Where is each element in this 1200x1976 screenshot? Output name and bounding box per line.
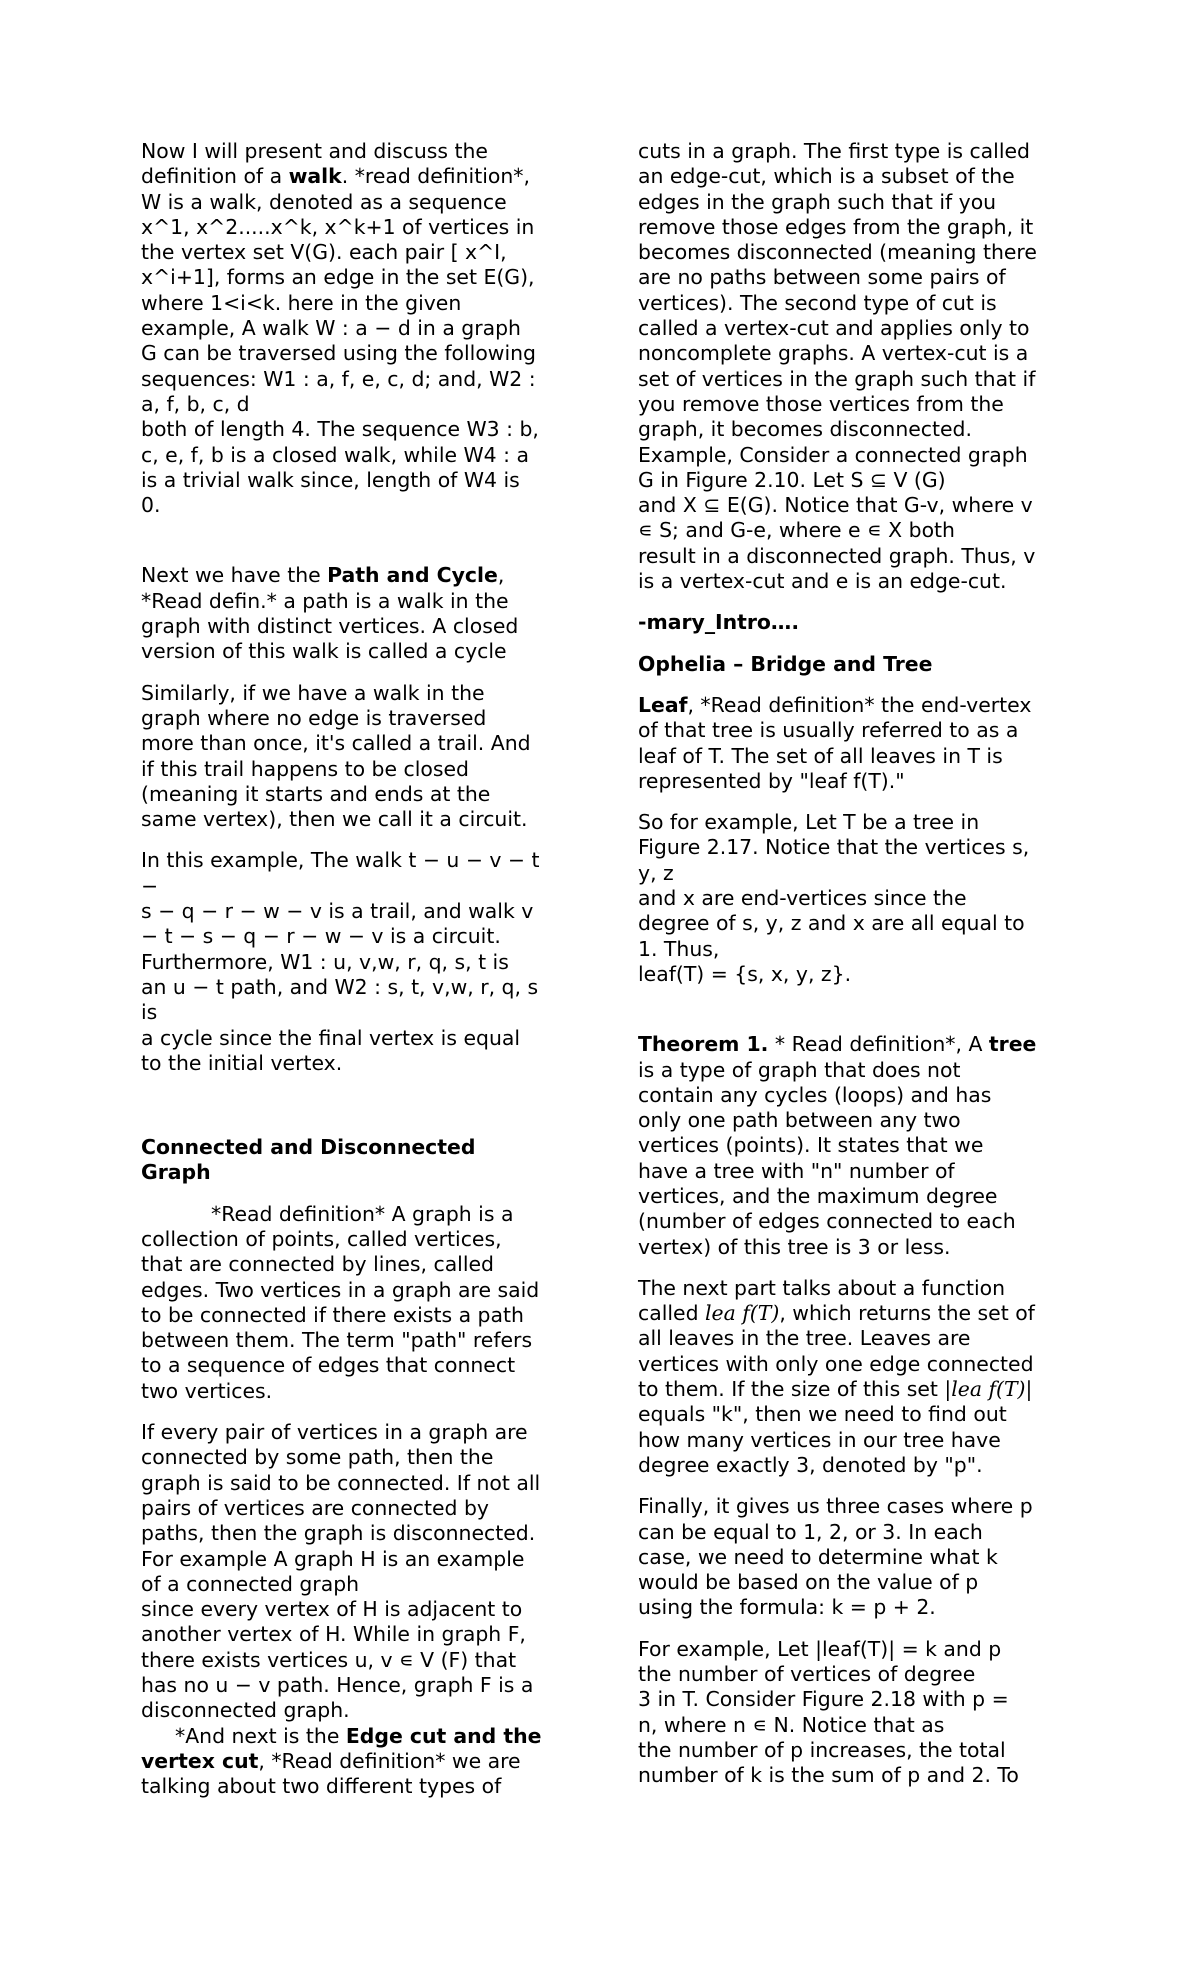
text-line: using the formula: k = p + 2. [638,1595,936,1620]
text-line: and X ⊆ E(G). Notice that G-v, where v [638,493,1033,518]
text-line: s − q − r − w − v is a trail, and walk v [141,899,534,924]
text-line: have a tree with "n" number of [638,1158,955,1183]
text-line: vertices, and the maximum degree [638,1183,998,1208]
text-line: noncomplete graphs. A vertex-cut is a [638,341,1029,366]
text-line: two vertices. [141,1378,273,1403]
text-line: case, we need to determine what k [638,1544,998,1569]
text-line: (meaning it starts and ends at the [141,781,491,806]
text-line [141,164,581,189]
spacer [141,518,581,563]
text-line: leaf of T. The set of all leaves in T is [638,743,1003,768]
walk-paragraph [141,139,581,518]
text-run: , *Read definition* the end-vertex [687,692,1032,717]
text-line: edges in the graph such that if you [638,189,997,214]
text-line: a, f, b, c, d [141,391,250,416]
text-line: to a sequence of edges that connect [141,1353,516,1378]
text-line [141,563,581,588]
function-paragraph [638,1276,1078,1478]
text-line: (number of edges connected to each [638,1209,1016,1234]
text-line: that are connected by lines, called [141,1252,495,1277]
text-line: of that tree is usually referred to as a [638,718,1019,743]
text-line: W is a walk, denoted as a sequence [141,189,507,214]
text-line: equals "k", then we need to find out [638,1402,1007,1427]
text-run: called [638,1301,706,1326]
text-line: vertex) of this tree is 3 or less. [638,1234,951,1259]
left-column [141,139,581,1800]
text-line: where 1<i<k. here in the given [141,290,462,315]
text-line: to be connected if there exists a path [141,1302,524,1327]
text-line: is a type of graph that does not [638,1057,961,1082]
path-cycle-term: Path and Cycle [327,563,498,588]
text-run: . *read definition*, [341,164,530,189]
leaf-example-paragraph [638,810,1078,987]
text-line: graph, it becomes disconnected. [638,417,972,442]
text-line: connected by some path, then the [141,1445,494,1470]
text-line: contain any cycles (loops) and has [638,1082,992,1107]
text-line: 1. Thus, [638,936,720,961]
leaf-paragraph [638,693,1078,794]
leaf-size-math: |lea f(T)| [944,1377,1033,1402]
text-line: only one path between any two [638,1108,961,1133]
text-line: both of length 4. The sequence W3 : b, [141,417,539,442]
text-line: sequences: W1 : a, f, e, c, d; and, W2 : [141,366,536,391]
spacer [638,1478,1078,1494]
text-line: how many vertices in our tree have [638,1427,1001,1452]
text-line [638,1032,1078,1057]
heading-line: Graph [141,1160,211,1185]
text-line: n, where n ∊ N. Notice that as [638,1712,945,1737]
text-line: result in a disconnected graph. Thus, v [638,543,1036,568]
trail-example-paragraph [141,848,581,1076]
text-line: degree of s, y, z and x are all equal to [638,911,1025,936]
text-line: Finally, it gives us three cases where p [638,1494,1033,1519]
text-line: edges. Two vertices in a graph are said [141,1277,540,1302]
text-line: The next part talks about a function [638,1275,1006,1300]
text-line: ∊ S; and G-e, where e ∊ X both [638,518,955,543]
text-line: number of k is the sum of p and 2. To [638,1763,1019,1788]
text-line: y, z [638,860,674,885]
final-example-paragraph [638,1637,1078,1789]
text-line: is a vertex-cut and e is an edge-cut. [638,569,1007,594]
text-line: In this example, The walk t − u − v − t [141,848,540,873]
text-line: degree exactly 3, denoted by "p". [638,1452,983,1477]
text-line [638,693,1078,718]
text-line: graph is said to be connected. If not all [141,1470,541,1495]
text-line: same vertex), then we call it a circuit. [141,807,528,832]
vertex-cut-term: vertex cut [141,1748,259,1773]
text-line: − [141,873,159,898]
text-line: cuts in a graph. The first type is called [638,139,1030,163]
text-line: the vertex set V(G). each pair [ x^I, [141,240,507,265]
text-run: *And next is the [175,1723,346,1748]
text-line [638,1377,1078,1402]
text-line: another vertex of H. While in graph F, [141,1622,526,1647]
right-column [638,139,1078,1789]
text-line: collection of points, called vertices, [141,1226,502,1251]
text-line: called a vertex-cut and applies only to [638,316,1030,341]
text-line: x^1, x^2.....x^k, x^k+1 of vertices in [141,214,535,239]
spacer [141,832,581,848]
text-line: *Read definition* A graph is a [211,1201,514,1226]
text-line: pairs of vertices are connected by [141,1495,489,1520]
text-line: Similarly, if we have a walk in the [141,680,485,705]
text-run: definition of a [141,164,289,189]
spacer [141,1186,581,1202]
trail-paragraph [141,681,581,833]
text-line: vertices with only one edge connected [638,1351,1034,1376]
spacer [141,1076,581,1121]
text-run: , *Read definition* we are [258,1748,521,1773]
mary-intro-heading: -mary_Intro…. [638,610,800,635]
text-line: all leaves in the tree. Leaves are [638,1326,971,1351]
text-run: to them. If the size of this set [638,1377,945,1402]
text-line: an edge-cut, which is a subset of the [638,164,1015,189]
text-line: *Read defin.* a path is a walk in the [141,588,509,613]
text-line: G can be traversed using the following [141,341,536,366]
text-line: of a connected graph [141,1571,360,1596]
connected-heading [141,1135,581,1186]
text-line: becomes disconnected (meaning there [638,240,1037,265]
text-line: the number of p increases, the total [638,1737,1006,1762]
text-line: Furthermore, W1 : u, v,w, r, q, s, t is [141,949,509,974]
connected-paragraph [141,1202,581,1404]
text-run: * Read definition*, A [768,1032,989,1057]
text-line: 3 in T. Consider Figure 2.18 with p = [638,1687,1009,1712]
text-run: , [497,563,505,588]
text-line: set of vertices in the graph such that if [638,366,1036,391]
spacer [638,594,1078,610]
walk-term: walk [288,164,342,189]
edge-cut-term: Edge cut and the [345,1723,542,1748]
spacer [141,1404,581,1420]
text-line: disconnected graph. [141,1698,350,1723]
text-line: Example, Consider a connected graph [638,442,1028,467]
text-line: So for example, Let T be a tree in [638,810,980,835]
text-line: between them. The term "path" refers [141,1328,533,1353]
text-run: , which returns the set of [779,1301,1035,1326]
text-line: talking about two different types of [141,1774,502,1799]
text-line: would be based on the value of p [638,1570,979,1595]
leaf-term: Leaf [638,692,688,717]
text-line: example, A walk W : a − d in a graph [141,316,521,341]
text-line: since every vertex of H is adjacent to [141,1597,523,1622]
spacer [638,677,1078,693]
text-line: vertices (points). It states that we [638,1133,984,1158]
text-line: 0. [141,493,161,518]
spacer [638,794,1078,810]
text-line: is [141,1000,158,1025]
text-line: c, e, f, b is a closed walk, while W4 : a [141,442,529,467]
text-line: If every pair of vertices in a graph are [141,1420,528,1445]
text-line: − t − s − q − r − w − v is a circuit. [141,924,501,949]
text-line: Now I will present and discuss the [141,139,488,163]
text-line: and x are end-vertices since the [638,886,967,911]
text-line: represented by "leaf f(T)." [638,768,905,793]
text-line: a cycle since the final vertex is equal [141,1025,521,1050]
text-line: an u − t path, and W2 : s, t, v,w, r, q, s [141,974,539,999]
text-line: is a trivial walk since, length of W4 is [141,467,520,492]
cuts-paragraph [638,139,1078,594]
leaf-function-math: lea f(T) [705,1301,780,1326]
ophelia-heading: Ophelia – Bridge and Tree [638,651,933,676]
text-line: you remove those vertices from the [638,391,1004,416]
heading-line: Connected and Disconnected [141,1135,476,1160]
text-line [638,1301,1078,1326]
text-line: has no u − v path. Hence, graph F is a [141,1673,534,1698]
text-line: x^i+1], forms an edge in the set E(G), [141,265,535,290]
connectivity-paragraph [141,1420,581,1799]
cases-paragraph [638,1494,1078,1620]
text-line: vertices). The second type of cut is [638,290,997,315]
theorem-paragraph [638,1032,1078,1260]
theorem-label: Theorem 1. [638,1032,769,1057]
text-line: G in Figure 2.10. Let S ⊆ V (G) [638,467,946,492]
text-line [141,1724,581,1749]
spacer [638,636,1078,652]
tree-term: tree [988,1032,1037,1057]
text-line: if this trail happens to be closed [141,756,469,781]
text-line: can be equal to 1, 2, or 3. In each [638,1519,983,1544]
text-line: graph where no edge is traversed [141,705,487,730]
text-line: paths, then the graph is disconnected. [141,1521,536,1546]
text-line: leaf(T) = {s, x, y, z}. [638,961,852,986]
spacer [638,1260,1078,1276]
text-line: Figure 2.17. Notice that the vertices s, [638,835,1030,860]
text-line: the number of vertices of degree [638,1662,976,1687]
text-line: more than once, it's called a trail. And [141,731,531,756]
text-line: to the initial vertex. [141,1050,343,1075]
spacer [141,1121,581,1135]
path-cycle-paragraph [141,563,581,664]
text-line: For example, Let |leaf(T)| = k and p [638,1636,1002,1661]
text-line: version of this walk is called a cycle [141,639,507,664]
text-run: Next we have the [141,563,328,588]
spacer [638,1621,1078,1637]
text-line: are no paths between some pairs of [638,265,1006,290]
text-line: For example A graph H is an example [141,1546,525,1571]
text-line: there exists vertices u, v ∊ V (F) that [141,1647,517,1672]
text-line: remove those edges from the graph, it [638,214,1034,239]
spacer [638,987,1078,1032]
text-line: graph with distinct vertices. A closed [141,614,519,639]
spacer [141,665,581,681]
text-line [141,1749,581,1774]
